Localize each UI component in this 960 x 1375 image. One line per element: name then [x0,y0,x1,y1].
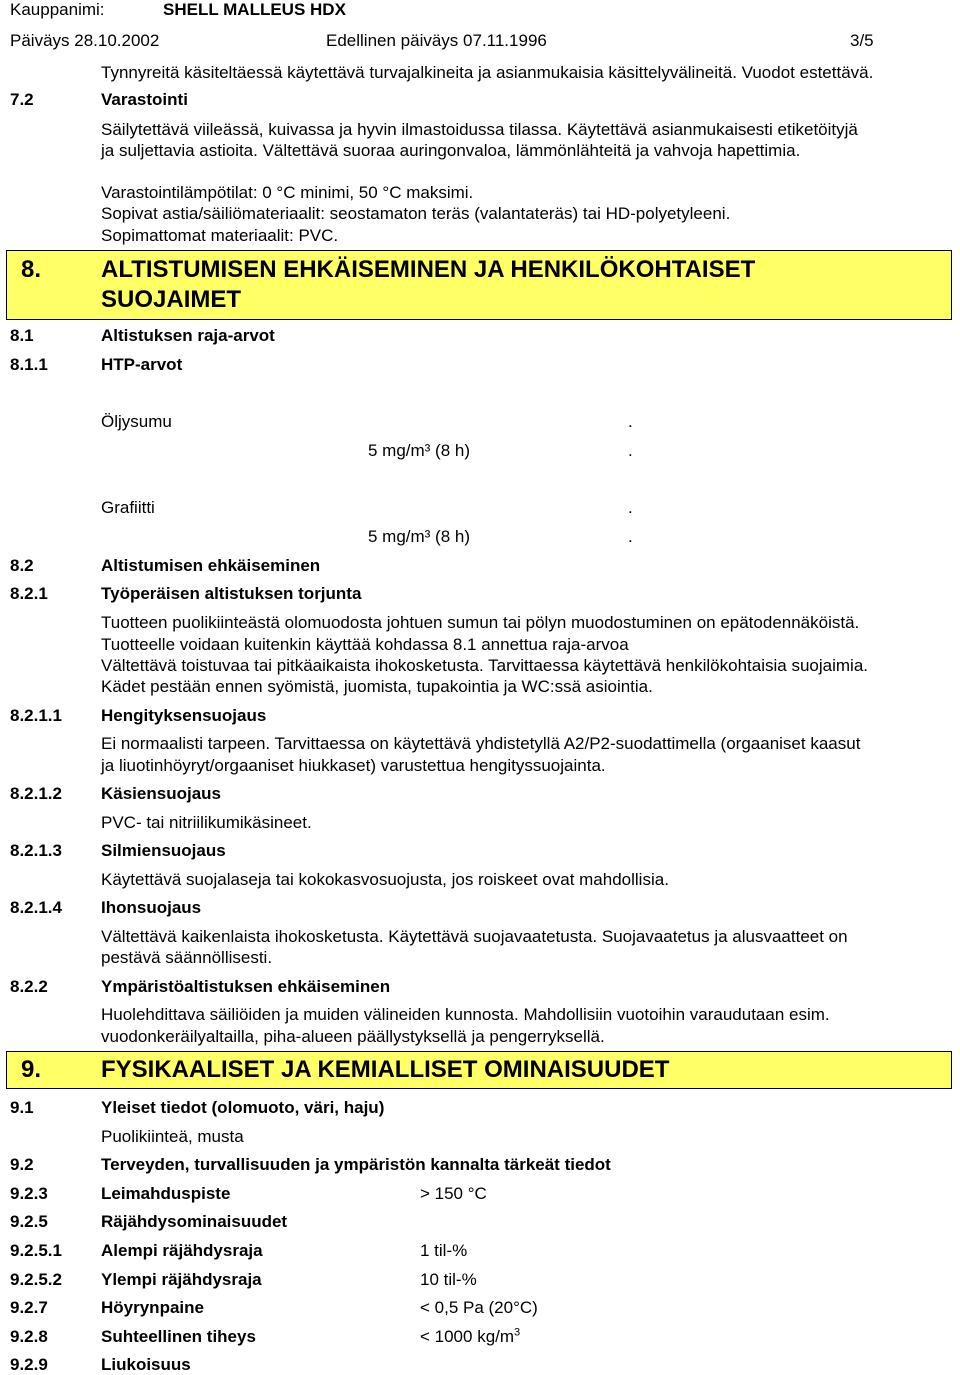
storage-temperature: Varastointilämpötilat: 0 °C minimi, 50 °C maksimi. [101,183,474,202]
section-number: 9.1 [10,1098,34,1117]
section-number: 8. [21,256,42,283]
page-number: 3/5 [850,31,874,50]
section-title: SUOJAIMET [101,286,242,313]
section-8-heading [6,250,952,320]
property-number: 9.2.9 [10,1355,48,1374]
body-text: vuodonkeräilyaltailla, piha-alueen päällystyksellä ja pengerryksellä. [101,1027,605,1046]
company-label: Kauppanimi: [10,0,105,19]
section-number: 8.2.2 [10,977,48,996]
section-title: Yleiset tiedot (olomuoto, väri, haju) [101,1098,385,1117]
section-title: Altistuksen raja-arvot [101,326,275,345]
section-number: 9.2 [10,1155,34,1174]
property-number: 9.2.7 [10,1298,48,1317]
property-label: Ylempi räjähdysraja [101,1270,262,1289]
section-number: 8.1.1 [10,355,48,374]
property-label: Räjähdysominaisuudet [101,1212,288,1231]
section-title: Varastointi [101,90,188,109]
htp-substance: Grafiitti [101,498,155,517]
section-title: Käsiensuojaus [101,784,221,803]
property-number: 9.2.5 [10,1212,48,1231]
section-title: FYSIKAALISET JA KEMIALLISET OMINAISUUDET [101,1056,670,1083]
section-title: Työperäisen altistuksen torjunta [101,584,362,603]
body-text: PVC- tai nitriilikumikäsineet. [101,813,312,832]
general-properties-value: Puolikiinteä, musta [101,1127,244,1146]
section-title: HTP-arvot [101,355,183,374]
section-number: 7.2 [10,90,34,109]
body-text: Tuotteelle voidaan kuitenkin käyttää kohdassa 8.1 annettua raja-arvoa [101,635,629,654]
body-text: Tuotteen puolikiinteästä olomuodosta johtuen sumun tai pölyn muodostuminen on epätodennäköistä. [101,613,860,632]
htp-value: 5 mg/m³ (8 h) [368,441,471,460]
property-number: 9.2.3 [10,1184,48,1203]
unit-superscript: 3 [514,1326,521,1339]
body-text: Ei normaalisti tarpeen. Tarvittaessa on käytettävä yhdistetyllä A2/P2-suodattimella (orgaaniset kaasut [101,734,861,753]
property-number: 9.2.5.1 [10,1241,62,1260]
section-number: 8.2.1.2 [10,784,62,803]
body-text: pestävä säännöllisesti. [101,948,273,967]
section-number: 8.2.1 [10,584,48,603]
property-value-with-unit [420,1327,520,1347]
htp-separator: . [628,498,633,517]
suitable-materials: Sopivat astia/säiliömateriaalit: seostamaton teräs (valantateräs) tai HD-polyetyleeni. [101,204,731,223]
section-number: 9. [21,1056,42,1083]
property-value: 1 til-% [420,1241,468,1260]
property-label: Alempi räjähdysraja [101,1241,263,1260]
htp-separator: . [628,412,633,431]
body-text: Vältettävä kaikenlaista ihokosketusta. Käytettävä suojavaatetusta. Suojavaatetus ja alusvaatteet on [101,927,848,946]
section-9-heading [6,1051,952,1089]
section-title: Hengityksensuojaus [101,706,267,725]
body-text: Käytettävä suojalaseja tai kokokasvosuojusta, jos roiskeet ovat mahdollisia. [101,870,669,889]
storage-text: ja suljettavia astioita. Vältettävä suoraa auringonvaloa, lämmönlähteitä ja vahvoja hapettimia. [101,141,801,160]
section-title: Ympäristöaltistuksen ehkäiseminen [101,977,391,996]
section-number: 8.2 [10,556,34,575]
property-label: Leimahduspiste [101,1184,231,1203]
previous-date: Edellinen päiväys 07.11.1996 [326,31,547,50]
storage-text: Säilytettävä viileässä, kuivassa ja hyvin ilmastoidussa tilassa. Käytettävä asianmukaisesti etiketöityjä [101,120,858,139]
property-value: > 150 °C [420,1184,487,1203]
property-label: Liukoisuus [101,1355,191,1374]
property-value: 10 til-% [420,1270,477,1289]
section-title: Altistumisen ehkäiseminen [101,556,321,575]
property-number: 9.2.8 [10,1327,48,1346]
section-number: 8.2.1.3 [10,841,62,860]
section-number: 8.1 [10,326,34,345]
section-title: ALTISTUMISEN EHKÄISEMINEN JA HENKILÖKOHTAISET [101,256,756,283]
unsuitable-materials: Sopimattomat materiaalit: PVC. [101,226,339,245]
section-title: Terveyden, turvallisuuden ja ympäristön kannalta tärkeät tiedot [101,1155,611,1174]
htp-separator: . [628,527,633,546]
body-text: ja liuotinhöyryt/orgaaniset hiukkaset) varustettua hengityssuojainta. [101,756,606,775]
property-number: 9.2.5.2 [10,1270,62,1289]
body-text: Kädet pestään ennen syömistä, juomista, tupakointia ja WC:ssä asiointia. [101,677,653,696]
property-value: < 0,5 Pa (20°C) [420,1298,538,1317]
property-label: Suhteellinen tiheys [101,1327,256,1346]
product-name: SHELL MALLEUS HDX [163,0,346,19]
section-number: 8.2.1.4 [10,898,62,917]
property-label: Höyrynpaine [101,1298,204,1317]
body-text: Vältettävä toistuvaa tai pitkäaikaista ihokosketusta. Tarvittaessa käytettävä henkilökohtaisia suojaimia. [101,656,868,675]
htp-value: 5 mg/m³ (8 h) [368,527,471,546]
section-number: 8.2.1.1 [10,706,62,725]
property-value: < 1000 kg/m [420,1327,515,1346]
section-title: Silmiensuojaus [101,841,226,860]
section-title: Ihonsuojaus [101,898,202,917]
htp-separator: . [628,441,633,460]
body-text: Huolehdittava säiliöiden ja muiden välineiden kunnosta. Mahdollisiin vuotoihin varaudutaan esim. [101,1005,830,1024]
handling-text: Tynnyreitä käsiteltäessä käytettävä turvajalkineita ja asianmukaisia käsittelyvälineitä. Vuodot estettävä. [101,63,874,82]
htp-substance: Öljysumu [101,412,172,431]
document-date: Päiväys 28.10.2002 [10,31,160,50]
